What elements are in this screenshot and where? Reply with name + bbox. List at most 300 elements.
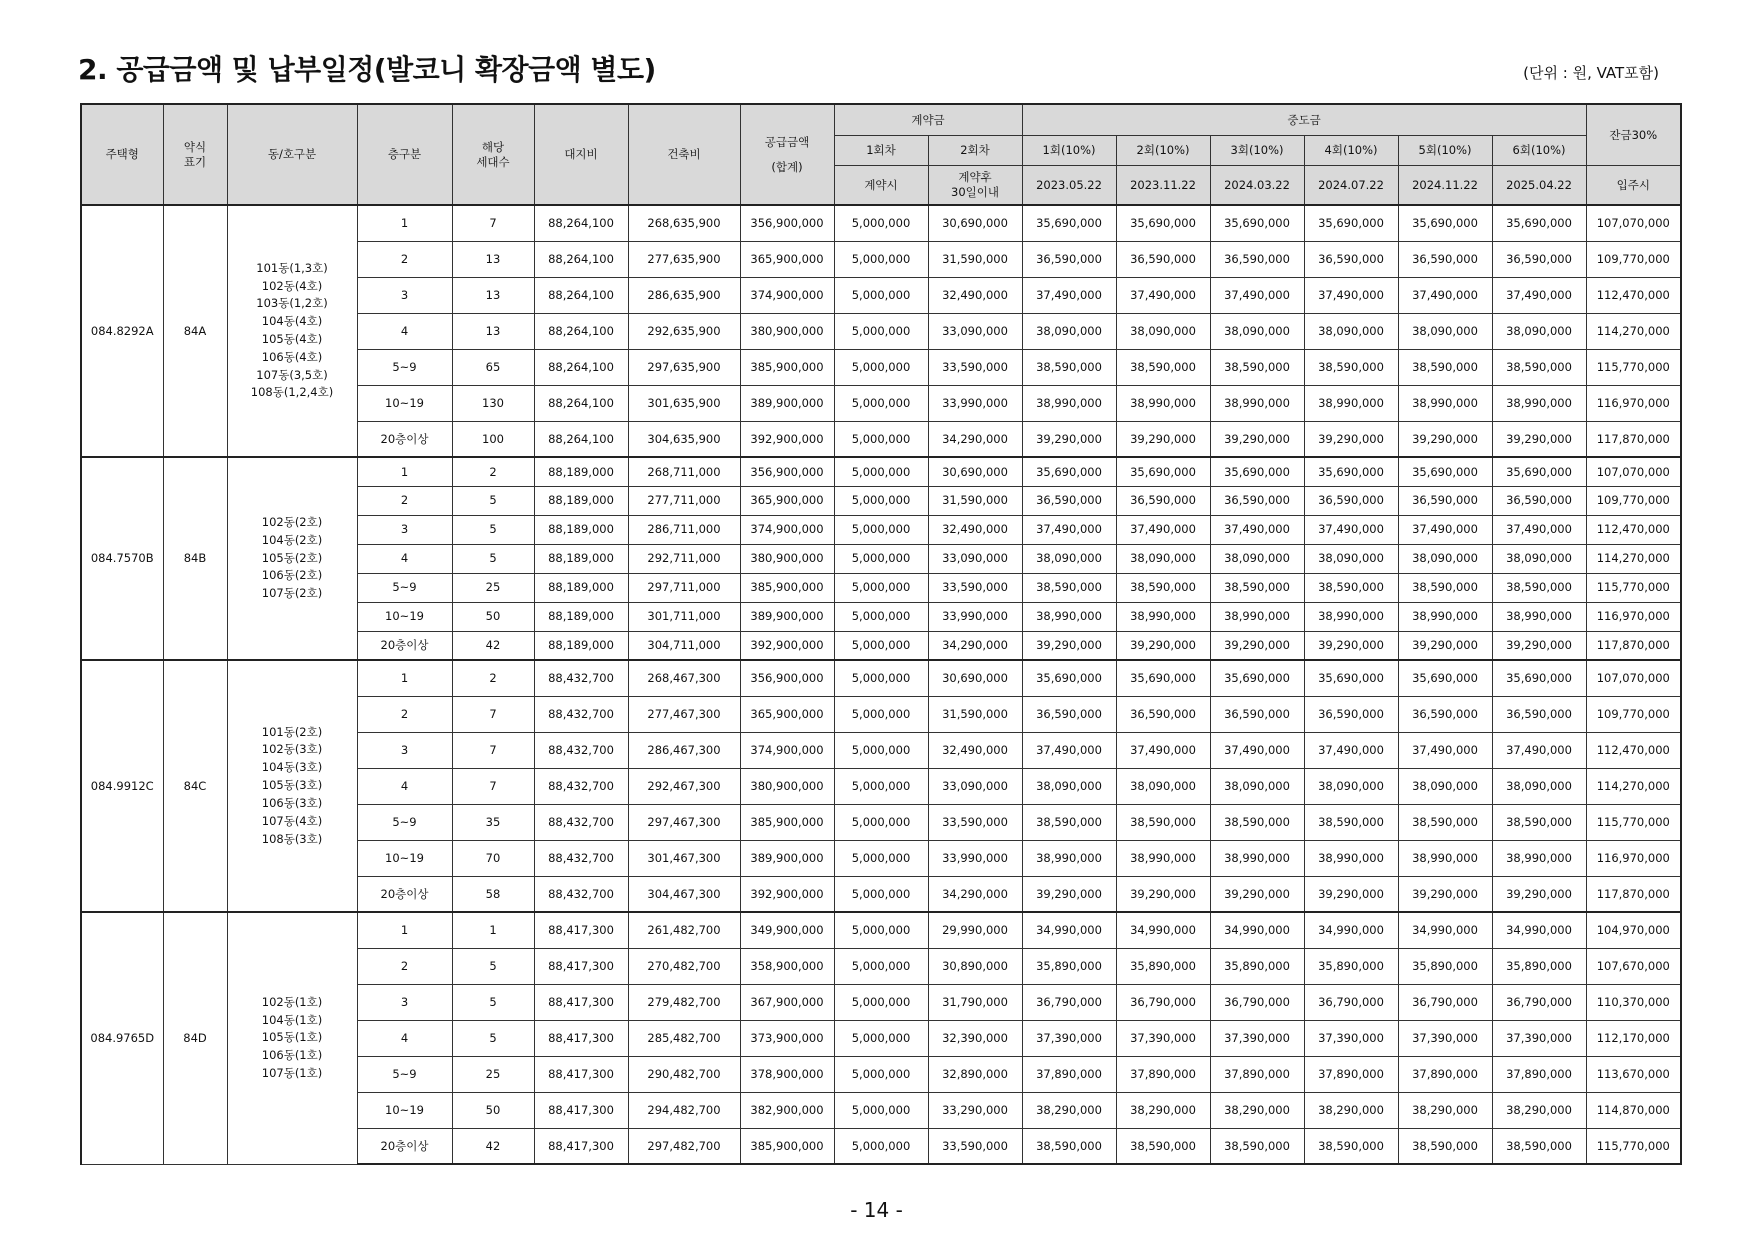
deposit-2-cell: 31,790,000 (928, 984, 1022, 1020)
interim-cell: 38,990,000 (1022, 385, 1116, 421)
interim-cell: 38,090,000 (1210, 544, 1304, 573)
interim-cell: 38,090,000 (1210, 313, 1304, 349)
interim-cell: 37,490,000 (1304, 515, 1398, 544)
deposit-1-cell: 5,000,000 (834, 732, 928, 768)
building-cost-cell: 286,467,300 (628, 732, 740, 768)
deposit-2-cell: 31,590,000 (928, 696, 1022, 732)
interim-cell: 38,290,000 (1398, 1092, 1492, 1128)
units-cell: 130 (452, 385, 534, 421)
deposit-2-cell: 33,590,000 (928, 349, 1022, 385)
land-cost-cell: 88,189,000 (534, 457, 628, 486)
interim-cell: 35,690,000 (1304, 660, 1398, 696)
floor-cell: 5~9 (357, 349, 452, 385)
interim-cell: 35,690,000 (1116, 205, 1210, 241)
building-cost-cell: 268,635,900 (628, 205, 740, 241)
building-cost-cell: 285,482,700 (628, 1020, 740, 1056)
deposit-1-cell: 5,000,000 (834, 349, 928, 385)
units-cell: 58 (452, 876, 534, 912)
interim-cell: 38,590,000 (1210, 804, 1304, 840)
header-deposit-1-timing: 계약시 (834, 165, 928, 205)
housing-type-cell: 084.8292A (81, 205, 163, 457)
units-cell: 1 (452, 912, 534, 948)
balance-cell: 116,970,000 (1586, 385, 1681, 421)
building-cost-cell: 301,467,300 (628, 840, 740, 876)
interim-cell: 36,790,000 (1398, 984, 1492, 1020)
units-cell: 42 (452, 1128, 534, 1164)
deposit-2-cell: 30,690,000 (928, 457, 1022, 486)
interim-cell: 38,590,000 (1492, 1128, 1586, 1164)
interim-cell: 37,490,000 (1304, 732, 1398, 768)
units-cell: 100 (452, 421, 534, 457)
floor-cell: 20층이상 (357, 1128, 452, 1164)
units-cell: 35 (452, 804, 534, 840)
housing-type-cell: 084.7570B (81, 457, 163, 660)
interim-cell: 36,590,000 (1398, 696, 1492, 732)
floor-cell: 3 (357, 732, 452, 768)
interim-cell: 35,690,000 (1210, 205, 1304, 241)
building-cost-cell: 270,482,700 (628, 948, 740, 984)
interim-cell: 38,990,000 (1398, 385, 1492, 421)
interim-cell: 36,590,000 (1304, 486, 1398, 515)
interim-cell: 38,090,000 (1304, 544, 1398, 573)
interim-cell: 39,290,000 (1398, 421, 1492, 457)
building-cost-cell: 292,467,300 (628, 768, 740, 804)
header-supply-price (740, 104, 834, 205)
interim-cell: 36,590,000 (1492, 696, 1586, 732)
deposit-2-cell: 32,490,000 (928, 515, 1022, 544)
interim-cell: 36,590,000 (1210, 486, 1304, 515)
header-interim-round: 5회(10%) (1398, 135, 1492, 165)
interim-cell: 39,290,000 (1022, 421, 1116, 457)
deposit-1-cell: 5,000,000 (834, 573, 928, 602)
interim-cell: 38,990,000 (1304, 602, 1398, 631)
deposit-1-cell: 5,000,000 (834, 948, 928, 984)
interim-cell: 36,790,000 (1492, 984, 1586, 1020)
supply-price-cell: 385,900,000 (740, 349, 834, 385)
floor-cell: 4 (357, 544, 452, 573)
interim-cell: 37,390,000 (1116, 1020, 1210, 1056)
balance-cell: 114,870,000 (1586, 1092, 1681, 1128)
header-interim-date: 2023.11.22 (1116, 165, 1210, 205)
interim-cell: 38,590,000 (1398, 349, 1492, 385)
interim-cell: 34,990,000 (1492, 912, 1586, 948)
interim-cell: 38,090,000 (1398, 768, 1492, 804)
dong-ho-cell: 102동(2호) 104동(2호) 105동(2호) 106동(2호) 107동(2호) (227, 457, 357, 660)
deposit-2-cell: 33,290,000 (928, 1092, 1022, 1128)
land-cost-cell: 88,432,700 (534, 840, 628, 876)
deposit-2-cell: 33,090,000 (928, 768, 1022, 804)
supply-price-cell: 385,900,000 (740, 573, 834, 602)
supply-price-cell: 358,900,000 (740, 948, 834, 984)
dong-ho-cell: 102동(1호) 104동(1호) 105동(1호) 106동(1호) 107동(1호) (227, 912, 357, 1164)
supply-price-cell: 392,900,000 (740, 421, 834, 457)
interim-cell: 34,990,000 (1116, 912, 1210, 948)
floor-cell: 1 (357, 660, 452, 696)
balance-cell: 109,770,000 (1586, 486, 1681, 515)
building-cost-cell: 301,635,900 (628, 385, 740, 421)
building-cost-cell: 292,635,900 (628, 313, 740, 349)
deposit-2-cell: 29,990,000 (928, 912, 1022, 948)
units-cell: 2 (452, 660, 534, 696)
interim-cell: 38,090,000 (1492, 768, 1586, 804)
interim-cell: 37,390,000 (1398, 1020, 1492, 1056)
land-cost-cell: 88,432,700 (534, 660, 628, 696)
deposit-1-cell: 5,000,000 (834, 840, 928, 876)
land-cost-cell: 88,417,300 (534, 1128, 628, 1164)
abbr-cell: 84A (163, 205, 227, 457)
interim-cell: 39,290,000 (1304, 631, 1398, 660)
deposit-1-cell: 5,000,000 (834, 912, 928, 948)
deposit-1-cell: 5,000,000 (834, 984, 928, 1020)
interim-cell: 36,590,000 (1022, 696, 1116, 732)
land-cost-cell: 88,432,700 (534, 732, 628, 768)
interim-cell: 35,690,000 (1116, 660, 1210, 696)
page-title: 2. 공급금액 및 납부일정(발코니 확장금액 별도) (78, 53, 656, 86)
floor-cell: 2 (357, 241, 452, 277)
floor-cell: 3 (357, 277, 452, 313)
land-cost-cell: 88,189,000 (534, 486, 628, 515)
interim-cell: 36,590,000 (1116, 486, 1210, 515)
table-row (81, 457, 1681, 486)
interim-cell: 36,590,000 (1304, 696, 1398, 732)
units-cell: 5 (452, 1020, 534, 1056)
interim-cell: 38,990,000 (1398, 840, 1492, 876)
header-interim-round: 6회(10%) (1492, 135, 1586, 165)
deposit-2-cell: 33,090,000 (928, 313, 1022, 349)
deposit-1-cell: 5,000,000 (834, 804, 928, 840)
interim-cell: 34,990,000 (1398, 912, 1492, 948)
interim-cell: 35,890,000 (1116, 948, 1210, 984)
balance-cell: 109,770,000 (1586, 696, 1681, 732)
floor-cell: 20층이상 (357, 631, 452, 660)
table-row (81, 660, 1681, 696)
floor-cell: 10~19 (357, 840, 452, 876)
interim-cell: 38,590,000 (1304, 1128, 1398, 1164)
building-cost-cell: 277,711,000 (628, 486, 740, 515)
interim-cell: 35,690,000 (1398, 205, 1492, 241)
header-interim-round: 1회(10%) (1022, 135, 1116, 165)
building-cost-cell: 286,711,000 (628, 515, 740, 544)
header-interim-date: 2024.07.22 (1304, 165, 1398, 205)
interim-cell: 38,090,000 (1210, 768, 1304, 804)
building-cost-cell: 268,467,300 (628, 660, 740, 696)
interim-cell: 37,490,000 (1398, 277, 1492, 313)
header-deposit-2: 2회차 (928, 135, 1022, 165)
interim-cell: 35,690,000 (1022, 660, 1116, 696)
interim-cell: 39,290,000 (1116, 876, 1210, 912)
header-interim-date: 2024.11.22 (1398, 165, 1492, 205)
interim-cell: 39,290,000 (1398, 631, 1492, 660)
deposit-2-cell: 33,990,000 (928, 840, 1022, 876)
floor-cell: 5~9 (357, 804, 452, 840)
units-cell: 50 (452, 602, 534, 631)
supply-price-cell: 356,900,000 (740, 457, 834, 486)
header-interim-round: 4회(10%) (1304, 135, 1398, 165)
floor-cell: 4 (357, 768, 452, 804)
balance-cell: 107,070,000 (1586, 457, 1681, 486)
land-cost-cell: 88,189,000 (534, 573, 628, 602)
deposit-2-cell: 34,290,000 (928, 876, 1022, 912)
deposit-1-cell: 5,000,000 (834, 486, 928, 515)
deposit-2-cell: 31,590,000 (928, 486, 1022, 515)
balance-cell: 117,870,000 (1586, 876, 1681, 912)
interim-cell: 35,890,000 (1304, 948, 1398, 984)
abbr-cell: 84B (163, 457, 227, 660)
units-cell: 5 (452, 948, 534, 984)
floor-cell: 4 (357, 313, 452, 349)
interim-cell: 36,790,000 (1210, 984, 1304, 1020)
units-cell: 13 (452, 277, 534, 313)
deposit-2-cell: 33,590,000 (928, 1128, 1022, 1164)
interim-cell: 38,290,000 (1492, 1092, 1586, 1128)
interim-cell: 36,590,000 (1116, 696, 1210, 732)
supply-price-cell: 380,900,000 (740, 544, 834, 573)
header-units: 해당 세대수 (452, 104, 534, 205)
header-land-cost: 대지비 (534, 104, 628, 205)
interim-cell: 38,590,000 (1210, 349, 1304, 385)
interim-cell: 38,990,000 (1116, 385, 1210, 421)
interim-cell: 38,590,000 (1116, 804, 1210, 840)
deposit-2-cell: 33,590,000 (928, 804, 1022, 840)
interim-cell: 37,890,000 (1492, 1056, 1586, 1092)
balance-cell: 110,370,000 (1586, 984, 1681, 1020)
interim-cell: 35,690,000 (1116, 457, 1210, 486)
supply-price-cell: 392,900,000 (740, 876, 834, 912)
supply-price-cell: 356,900,000 (740, 205, 834, 241)
interim-cell: 38,590,000 (1210, 573, 1304, 602)
floor-cell: 20층이상 (357, 876, 452, 912)
units-cell: 5 (452, 984, 534, 1020)
floor-cell: 3 (357, 515, 452, 544)
supply-price-cell: 374,900,000 (740, 732, 834, 768)
interim-cell: 37,490,000 (1022, 277, 1116, 313)
abbr-cell: 84C (163, 660, 227, 912)
land-cost-cell: 88,264,100 (534, 421, 628, 457)
header-interim-round: 3회(10%) (1210, 135, 1304, 165)
interim-cell: 39,290,000 (1022, 631, 1116, 660)
interim-cell: 35,690,000 (1492, 205, 1586, 241)
interim-cell: 35,690,000 (1492, 660, 1586, 696)
land-cost-cell: 88,432,700 (534, 876, 628, 912)
interim-cell: 38,990,000 (1210, 602, 1304, 631)
interim-cell: 35,690,000 (1022, 205, 1116, 241)
building-cost-cell: 297,482,700 (628, 1128, 740, 1164)
interim-cell: 36,590,000 (1116, 241, 1210, 277)
units-cell: 7 (452, 205, 534, 241)
interim-cell: 38,590,000 (1304, 573, 1398, 602)
balance-cell: 115,770,000 (1586, 1128, 1681, 1164)
interim-cell: 35,690,000 (1022, 457, 1116, 486)
land-cost-cell: 88,264,100 (534, 241, 628, 277)
interim-cell: 39,290,000 (1116, 421, 1210, 457)
interim-cell: 38,090,000 (1398, 313, 1492, 349)
floor-cell: 1 (357, 205, 452, 241)
interim-cell: 38,590,000 (1022, 1128, 1116, 1164)
interim-cell: 37,490,000 (1398, 515, 1492, 544)
land-cost-cell: 88,264,100 (534, 277, 628, 313)
land-cost-cell: 88,189,000 (534, 515, 628, 544)
interim-cell: 37,490,000 (1210, 515, 1304, 544)
supply-price-cell: 349,900,000 (740, 912, 834, 948)
interim-cell: 38,090,000 (1492, 544, 1586, 573)
land-cost-cell: 88,417,300 (534, 912, 628, 948)
interim-cell: 38,590,000 (1398, 804, 1492, 840)
interim-cell: 36,790,000 (1116, 984, 1210, 1020)
balance-cell: 107,670,000 (1586, 948, 1681, 984)
interim-cell: 38,990,000 (1492, 840, 1586, 876)
supply-price-table (80, 103, 1682, 1165)
header-interim-date: 2024.03.22 (1210, 165, 1304, 205)
supply-price-cell: 378,900,000 (740, 1056, 834, 1092)
floor-cell: 2 (357, 696, 452, 732)
interim-cell: 38,990,000 (1022, 840, 1116, 876)
deposit-2-cell: 33,090,000 (928, 544, 1022, 573)
interim-cell: 38,090,000 (1304, 313, 1398, 349)
interim-cell: 38,090,000 (1398, 544, 1492, 573)
supply-price-cell: 365,900,000 (740, 241, 834, 277)
balance-cell: 114,270,000 (1586, 313, 1681, 349)
supply-price-cell: 380,900,000 (740, 768, 834, 804)
header-interim-date: 2025.04.22 (1492, 165, 1586, 205)
floor-cell: 5~9 (357, 573, 452, 602)
interim-cell: 37,490,000 (1492, 732, 1586, 768)
supply-price-cell: 389,900,000 (740, 385, 834, 421)
header-interim-round: 2회(10%) (1116, 135, 1210, 165)
deposit-1-cell: 5,000,000 (834, 696, 928, 732)
building-cost-cell: 297,635,900 (628, 349, 740, 385)
interim-cell: 37,490,000 (1492, 277, 1586, 313)
supply-price-cell: 374,900,000 (740, 277, 834, 313)
deposit-2-cell: 30,690,000 (928, 660, 1022, 696)
building-cost-cell: 304,467,300 (628, 876, 740, 912)
land-cost-cell: 88,189,000 (534, 602, 628, 631)
deposit-1-cell: 5,000,000 (834, 385, 928, 421)
land-cost-cell: 88,432,700 (534, 768, 628, 804)
balance-cell: 107,070,000 (1586, 660, 1681, 696)
supply-price-cell: 374,900,000 (740, 515, 834, 544)
interim-cell: 36,790,000 (1022, 984, 1116, 1020)
deposit-1-cell: 5,000,000 (834, 631, 928, 660)
land-cost-cell: 88,264,100 (534, 313, 628, 349)
units-cell: 5 (452, 515, 534, 544)
building-cost-cell: 277,467,300 (628, 696, 740, 732)
header-floor: 층구분 (357, 104, 452, 205)
building-cost-cell: 286,635,900 (628, 277, 740, 313)
floor-cell: 10~19 (357, 602, 452, 631)
interim-cell: 38,990,000 (1210, 840, 1304, 876)
land-cost-cell: 88,417,300 (534, 948, 628, 984)
deposit-1-cell: 5,000,000 (834, 277, 928, 313)
header-deposit: 계약금 (834, 104, 1022, 135)
interim-cell: 38,590,000 (1116, 573, 1210, 602)
building-cost-cell: 277,635,900 (628, 241, 740, 277)
header-supply-price-sub: (합계) (771, 159, 803, 174)
deposit-1-cell: 5,000,000 (834, 241, 928, 277)
building-cost-cell: 301,711,000 (628, 602, 740, 631)
interim-cell: 37,390,000 (1022, 1020, 1116, 1056)
deposit-1-cell: 5,000,000 (834, 313, 928, 349)
deposit-1-cell: 5,000,000 (834, 421, 928, 457)
interim-cell: 35,690,000 (1210, 457, 1304, 486)
deposit-2-cell: 32,490,000 (928, 732, 1022, 768)
units-cell: 50 (452, 1092, 534, 1128)
interim-cell: 39,290,000 (1210, 631, 1304, 660)
interim-cell: 36,790,000 (1304, 984, 1398, 1020)
supply-price-cell: 380,900,000 (740, 313, 834, 349)
interim-cell: 38,090,000 (1304, 768, 1398, 804)
abbr-cell: 84D (163, 912, 227, 1164)
interim-cell: 39,290,000 (1022, 876, 1116, 912)
deposit-2-cell: 34,290,000 (928, 421, 1022, 457)
deposit-1-cell: 5,000,000 (834, 1128, 928, 1164)
interim-cell: 38,590,000 (1304, 349, 1398, 385)
interim-cell: 38,990,000 (1492, 602, 1586, 631)
balance-cell: 104,970,000 (1586, 912, 1681, 948)
units-cell: 65 (452, 349, 534, 385)
interim-cell: 39,290,000 (1492, 876, 1586, 912)
interim-cell: 36,590,000 (1210, 696, 1304, 732)
interim-cell: 37,890,000 (1116, 1056, 1210, 1092)
interim-cell: 37,490,000 (1304, 277, 1398, 313)
supply-price-cell: 365,900,000 (740, 486, 834, 515)
floor-cell: 5~9 (357, 1056, 452, 1092)
interim-cell: 35,890,000 (1022, 948, 1116, 984)
interim-cell: 35,690,000 (1210, 660, 1304, 696)
floor-cell: 4 (357, 1020, 452, 1056)
units-cell: 42 (452, 631, 534, 660)
building-cost-cell: 268,711,000 (628, 457, 740, 486)
interim-cell: 35,690,000 (1492, 457, 1586, 486)
interim-cell: 37,490,000 (1116, 277, 1210, 313)
header-housing-type: 주택형 (81, 104, 163, 205)
interim-cell: 36,590,000 (1492, 241, 1586, 277)
supply-price-cell: 367,900,000 (740, 984, 834, 1020)
interim-cell: 35,690,000 (1304, 205, 1398, 241)
interim-cell: 37,890,000 (1398, 1056, 1492, 1092)
units-cell: 13 (452, 241, 534, 277)
interim-cell: 38,090,000 (1116, 768, 1210, 804)
interim-cell: 34,990,000 (1210, 912, 1304, 948)
interim-cell: 37,490,000 (1022, 732, 1116, 768)
deposit-2-cell: 30,890,000 (928, 948, 1022, 984)
interim-cell: 37,490,000 (1210, 277, 1304, 313)
supply-price-cell: 392,900,000 (740, 631, 834, 660)
supply-price-cell: 389,900,000 (740, 840, 834, 876)
balance-cell: 112,470,000 (1586, 515, 1681, 544)
balance-cell: 112,470,000 (1586, 277, 1681, 313)
housing-type-cell: 084.9912C (81, 660, 163, 912)
balance-cell: 117,870,000 (1586, 421, 1681, 457)
units-cell: 70 (452, 840, 534, 876)
interim-cell: 38,290,000 (1210, 1092, 1304, 1128)
land-cost-cell: 88,264,100 (534, 385, 628, 421)
deposit-1-cell: 5,000,000 (834, 602, 928, 631)
interim-cell: 38,990,000 (1304, 840, 1398, 876)
interim-cell: 37,490,000 (1022, 515, 1116, 544)
interim-cell: 37,490,000 (1210, 732, 1304, 768)
deposit-2-cell: 33,590,000 (928, 573, 1022, 602)
table-row (81, 205, 1681, 241)
interim-cell: 36,590,000 (1398, 241, 1492, 277)
units-cell: 7 (452, 768, 534, 804)
units-cell: 5 (452, 544, 534, 573)
interim-cell: 39,290,000 (1492, 631, 1586, 660)
header-balance-timing: 입주시 (1586, 165, 1681, 205)
page-number: - 14 - (850, 1198, 903, 1222)
balance-cell: 113,670,000 (1586, 1056, 1681, 1092)
building-cost-cell: 279,482,700 (628, 984, 740, 1020)
interim-cell: 34,990,000 (1304, 912, 1398, 948)
